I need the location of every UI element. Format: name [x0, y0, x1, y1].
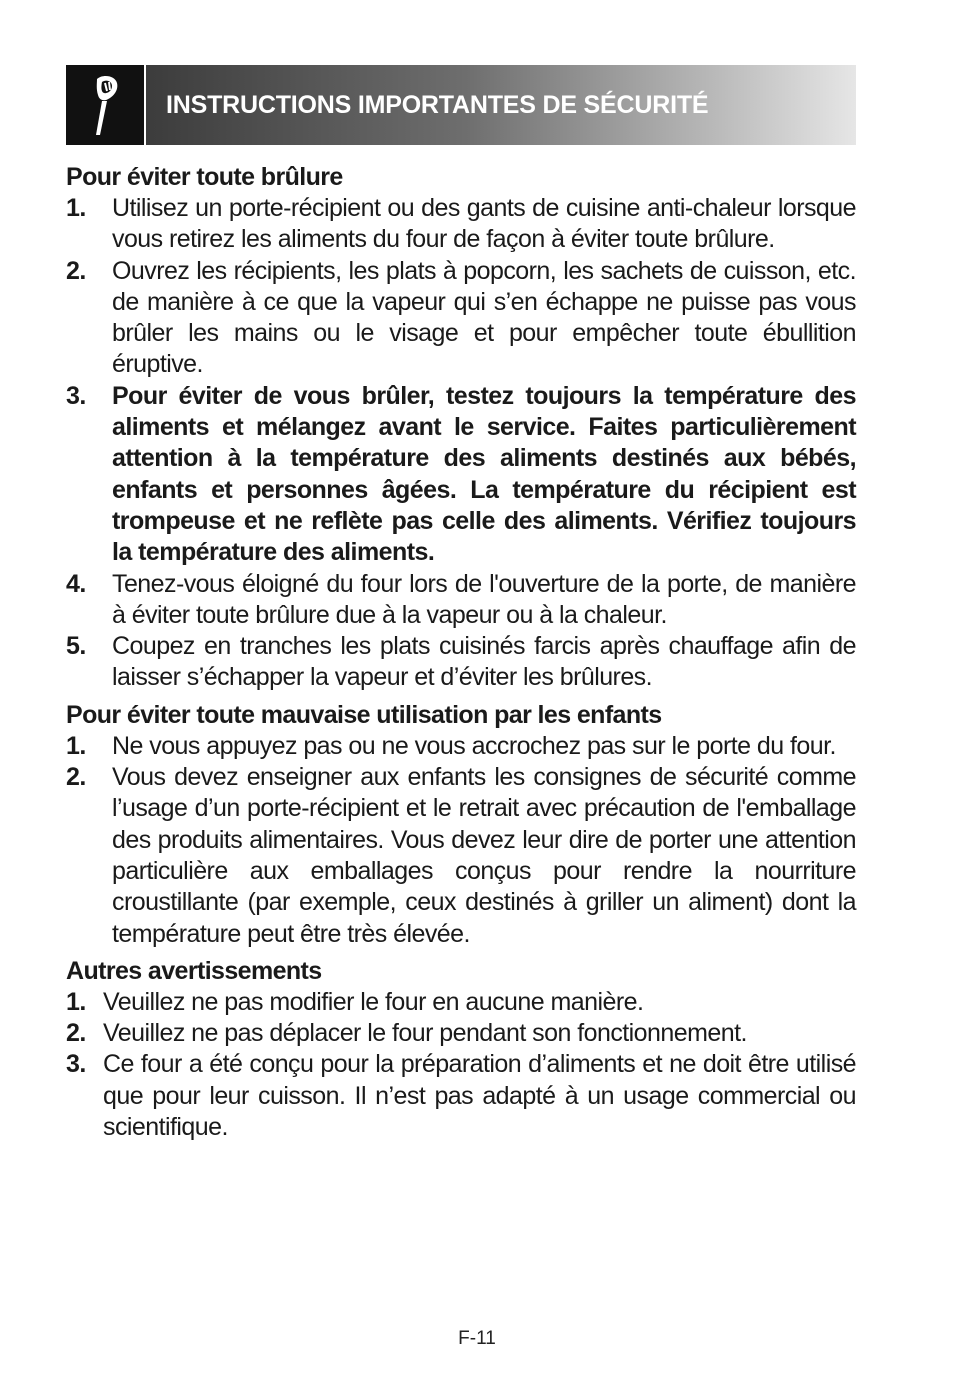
- page-number: F-11: [458, 1328, 496, 1349]
- item-text: Veuillez ne pas modifier le four en aucune manière.: [103, 987, 644, 1016]
- warning-icon-box: [66, 65, 144, 145]
- list-item: [66, 731, 856, 762]
- item-text: Vous devez enseigner aux enfants les consignes de sécurité comme l’usage d’un porte-récipient et le retrait avec précaution de l'emballage des produits alimentaires. Vous devez leur dire de porter une attention particulière aux emballages conçus pour rendre la nourriture croustillante (par exemple, ceux destinés à griller un aliment) dont la température peut être très élevée.: [112, 763, 856, 948]
- item-text: Coupez en tranches les plats cuisinés farcis après chauffage afin de laisser s’échapper la vapeur et d’éviter les brûlures.: [112, 632, 856, 692]
- burns-list: [66, 193, 856, 694]
- list-item: [66, 381, 856, 569]
- item-number: 3.: [66, 381, 86, 410]
- item-number: 2.: [66, 763, 86, 792]
- item-text: Ouvrez les récipients, les plats à popcorn, les sachets de cuisson, etc. de manière à ce que la vapeur qui s’en échappe ne puisse pas vous brûler les mains ou le visage et pour empêcher toute ébullition éruptive.: [112, 256, 856, 379]
- item-text: Veuillez ne pas déplacer le four pendant son fonctionnement.: [103, 1019, 747, 1048]
- children-list: [66, 731, 856, 950]
- item-number: 2.: [66, 1019, 86, 1048]
- page-header: [66, 65, 856, 145]
- item-number: 2.: [66, 256, 86, 285]
- header-title-bar: [146, 65, 856, 145]
- page-title: INSTRUCTIONS IMPORTANTES DE SÉCURITÉ: [166, 90, 709, 119]
- item-text: Tenez-vous éloigné du four lors de l'ouverture de la porte, de manière à éviter toute brûlure due à la vapeur ou à la chaleur.: [112, 569, 856, 629]
- list-item: [66, 193, 856, 256]
- item-text: Pour éviter de vous brûler, testez toujours la température des aliments et mélangez avant le service. Faites particulièrement attention à la température des aliments destinés aux bébés, enfants et personnes âgées. La température du récipient est trompeuse et ne reflète pas celle des aliments. Vérifiez toujours la température des aliments.: [112, 381, 856, 567]
- content: [66, 162, 856, 1149]
- item-number: 1.: [66, 194, 86, 222]
- list-item: [66, 631, 856, 694]
- list-item: [66, 1018, 856, 1049]
- item-text: Ce four a été conçu pour la préparation d’aliments et ne doit être utilisé que pour leur cuisson. Il n’est pas adapté à un usage commercial ou scientifique.: [103, 1050, 856, 1142]
- section-heading-children: Pour éviter toute mauvaise utilisation par les enfants: [66, 700, 662, 729]
- item-text: Ne vous appuyez pas ou ne vous accrochez pas sur le porte du four.: [112, 731, 836, 760]
- other-warnings-list: [66, 987, 856, 1143]
- section-heading-burns: Pour éviter toute brûlure: [66, 163, 343, 191]
- list-item: [66, 1049, 856, 1143]
- item-number: 1.: [66, 987, 86, 1016]
- item-number: 1.: [66, 731, 86, 760]
- item-number: 5.: [66, 632, 86, 661]
- section-heading-other-warnings: Autres avertissements: [66, 956, 322, 985]
- list-item: [66, 256, 856, 381]
- list-item: [66, 569, 856, 632]
- list-item: [66, 987, 856, 1018]
- list-item: [66, 762, 856, 950]
- item-number: 3.: [66, 1050, 86, 1079]
- item-number: 4.: [66, 569, 86, 598]
- warning-hand-icon: [88, 73, 122, 137]
- item-text: Utilisez un porte-récipient ou des gants de cuisine anti-chaleur lorsque vous retirez les aliments du four de façon à éviter toute brûlure.: [112, 194, 856, 254]
